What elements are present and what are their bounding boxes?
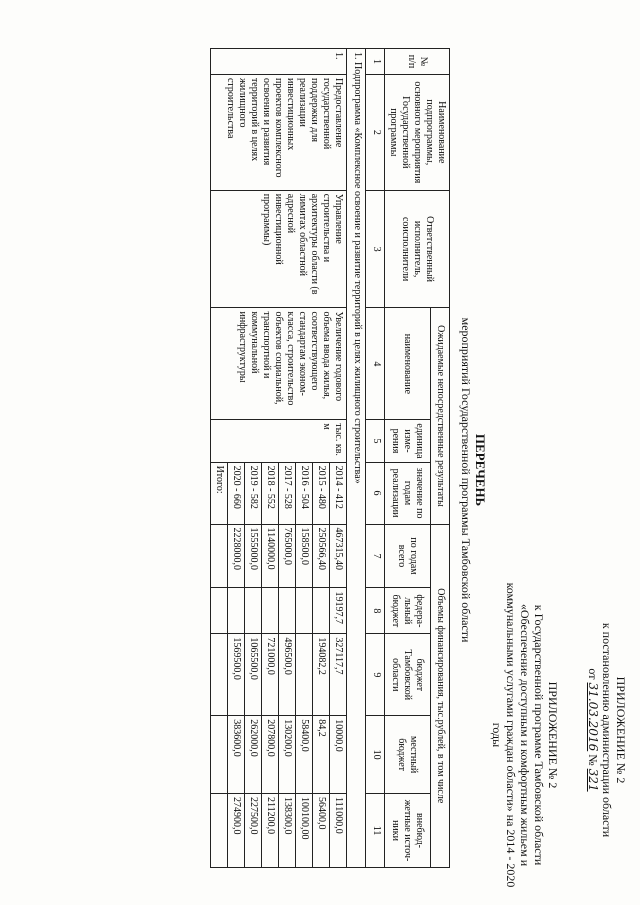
col-number: 10 bbox=[366, 716, 385, 794]
header-res-unit: единица изме-рения bbox=[385, 420, 431, 462]
fin-local: 10000,0 bbox=[330, 716, 347, 794]
appendix-date: 31.03.2016 bbox=[586, 682, 600, 752]
rotated-content bbox=[13, 10, 628, 900]
total-cell bbox=[211, 588, 228, 634]
fin-federal: 19197,7 bbox=[330, 588, 347, 634]
header-res-value: значение по годам реализации bbox=[385, 462, 431, 524]
col-number: 6 bbox=[366, 462, 385, 524]
col-number: 2 bbox=[366, 74, 385, 190]
appendix-to: к постановлению администрации области bbox=[600, 622, 614, 838]
fin-extra: 100100,00 bbox=[296, 794, 313, 868]
col-number: 7 bbox=[366, 524, 385, 588]
header-name: Наименование подпрограммы, основного мероприятия Государственной программы bbox=[385, 74, 450, 190]
fin-local: 84,2 bbox=[313, 716, 330, 794]
year-value: 2015 - 480 bbox=[313, 462, 330, 524]
header-financing: Объемы финансирования, тыс.рублей, в том числе bbox=[430, 524, 449, 867]
table-row bbox=[330, 49, 347, 868]
header-results: Ожидаемые непосредственные результаты bbox=[430, 308, 449, 524]
fin-regional: 1065500,0 bbox=[245, 634, 262, 716]
col-number: 8 bbox=[366, 588, 385, 634]
fin-total: 1140000,0 bbox=[262, 524, 279, 588]
column-number-row bbox=[366, 49, 385, 868]
fin-regional bbox=[296, 634, 313, 716]
row-result-name: Увеличение годового объема ввода жилья, соответствующего стандартам эконом-класса, строительство объектов социальной, транспортной и коммунальной инфраструктуры bbox=[211, 308, 347, 420]
fin-federal bbox=[262, 588, 279, 634]
fin-total: 158500,0 bbox=[296, 524, 313, 588]
fin-local: 262000,0 bbox=[245, 716, 262, 794]
col-number: 9 bbox=[366, 634, 385, 716]
fin-federal bbox=[296, 588, 313, 634]
measures-table bbox=[210, 48, 450, 868]
header-fin-total: по годам всего bbox=[385, 524, 431, 588]
fin-local: 383600,0 bbox=[228, 716, 245, 794]
fin-regional: 496500,0 bbox=[279, 634, 296, 716]
fin-total: 765000,0 bbox=[279, 524, 296, 588]
program-appendix-title: ПРИЛОЖЕНИЕ № 2 bbox=[546, 681, 560, 789]
fin-extra: 138300,0 bbox=[279, 794, 296, 868]
fin-extra: 227500,0 bbox=[245, 794, 262, 868]
appendix-date-line: от 31.03.2016 № 321 bbox=[586, 668, 600, 792]
fin-total: 250566,40 bbox=[313, 524, 330, 588]
row-name: Предоставление государственной поддержки для реализации инвестиционных проектов комплексного освоения и развития территорий в целях жилищного строительства bbox=[211, 74, 347, 190]
fin-federal bbox=[279, 588, 296, 634]
document-subtitle: мероприятий Государственной программы Тамбовской области bbox=[459, 317, 473, 643]
header-fin-regional: бюджет Тамбовской области bbox=[385, 634, 431, 716]
appendix-title: ПРИЛОЖЕНИЕ № 2 bbox=[614, 676, 628, 784]
fin-total: 1555000,0 bbox=[245, 524, 262, 588]
fin-regional: 1569500,0 bbox=[228, 634, 245, 716]
year-value: 2018 - 552 bbox=[262, 462, 279, 524]
fin-extra: 211200,0 bbox=[262, 794, 279, 868]
header-res-name: наименование bbox=[385, 308, 431, 420]
fin-federal bbox=[228, 588, 245, 634]
fin-regional: 327117,7 bbox=[330, 634, 347, 716]
year-value: 2019 - 582 bbox=[245, 462, 262, 524]
appendix-number: 321 bbox=[586, 768, 600, 792]
fin-local: 130200,0 bbox=[279, 716, 296, 794]
header-fin-extra: внебюд-жетные источ-ники bbox=[385, 794, 431, 868]
col-number: 11 bbox=[366, 794, 385, 868]
year-value: 2017 - 528 bbox=[279, 462, 296, 524]
year-value: 2016 - 504 bbox=[296, 462, 313, 524]
fin-local: 207800,0 bbox=[262, 716, 279, 794]
program-appendix-text: к Государственной программе Тамбовской области «Обеспечение доступным и комфортным жильем и коммунальными услугами граждан области» на 2014 - 2020 годы bbox=[490, 582, 546, 888]
fin-extra: 111000,0 bbox=[330, 794, 347, 868]
fin-regional: 721000,0 bbox=[262, 634, 279, 716]
row-executor: Управление строительства и архитектуры области (в лимитах областной адресной инвестиционной программы) bbox=[211, 190, 347, 308]
document-title: ПЕРЕЧЕНЬ bbox=[473, 433, 488, 507]
fin-federal bbox=[313, 588, 330, 634]
total-label: Итого: bbox=[211, 462, 228, 524]
fin-extra: 56400,0 bbox=[313, 794, 330, 868]
header-executor: Ответственный исполнитель, соисполнители bbox=[385, 190, 450, 308]
fin-local: 58400,0 bbox=[296, 716, 313, 794]
total-cell bbox=[211, 794, 228, 868]
table-header-row bbox=[430, 49, 449, 868]
fin-total: 2228000,0 bbox=[228, 524, 245, 588]
subprogram-row bbox=[347, 49, 366, 868]
header-fin-federal: федера-льный бюджет bbox=[385, 588, 431, 634]
year-value: 2014 - 412 bbox=[330, 462, 347, 524]
total-cell bbox=[211, 716, 228, 794]
row-unit: тыс. кв. м bbox=[211, 420, 347, 462]
col-number: 4 bbox=[366, 308, 385, 420]
col-number: 3 bbox=[366, 190, 385, 308]
row-num: 1. bbox=[211, 49, 347, 75]
appendix-header bbox=[586, 570, 628, 890]
header-num: № п/п bbox=[385, 49, 450, 75]
header-fin-local: местный бюджет bbox=[385, 716, 431, 794]
fin-total: 467315,40 bbox=[330, 524, 347, 588]
fin-extra: 274900,0 bbox=[228, 794, 245, 868]
col-number: 1 bbox=[366, 49, 385, 75]
col-number: 5 bbox=[366, 420, 385, 462]
year-value: 2020 - 660 bbox=[228, 462, 245, 524]
subprogram-title: 1. Подпрограмма «Комплексное освоение и развитие территорий в целях жилищного строительства» bbox=[347, 49, 366, 868]
fin-regional: 194082,2 bbox=[313, 634, 330, 716]
total-cell bbox=[211, 634, 228, 716]
program-appendix-header bbox=[490, 570, 560, 900]
fin-federal bbox=[245, 588, 262, 634]
total-cell bbox=[211, 524, 228, 588]
